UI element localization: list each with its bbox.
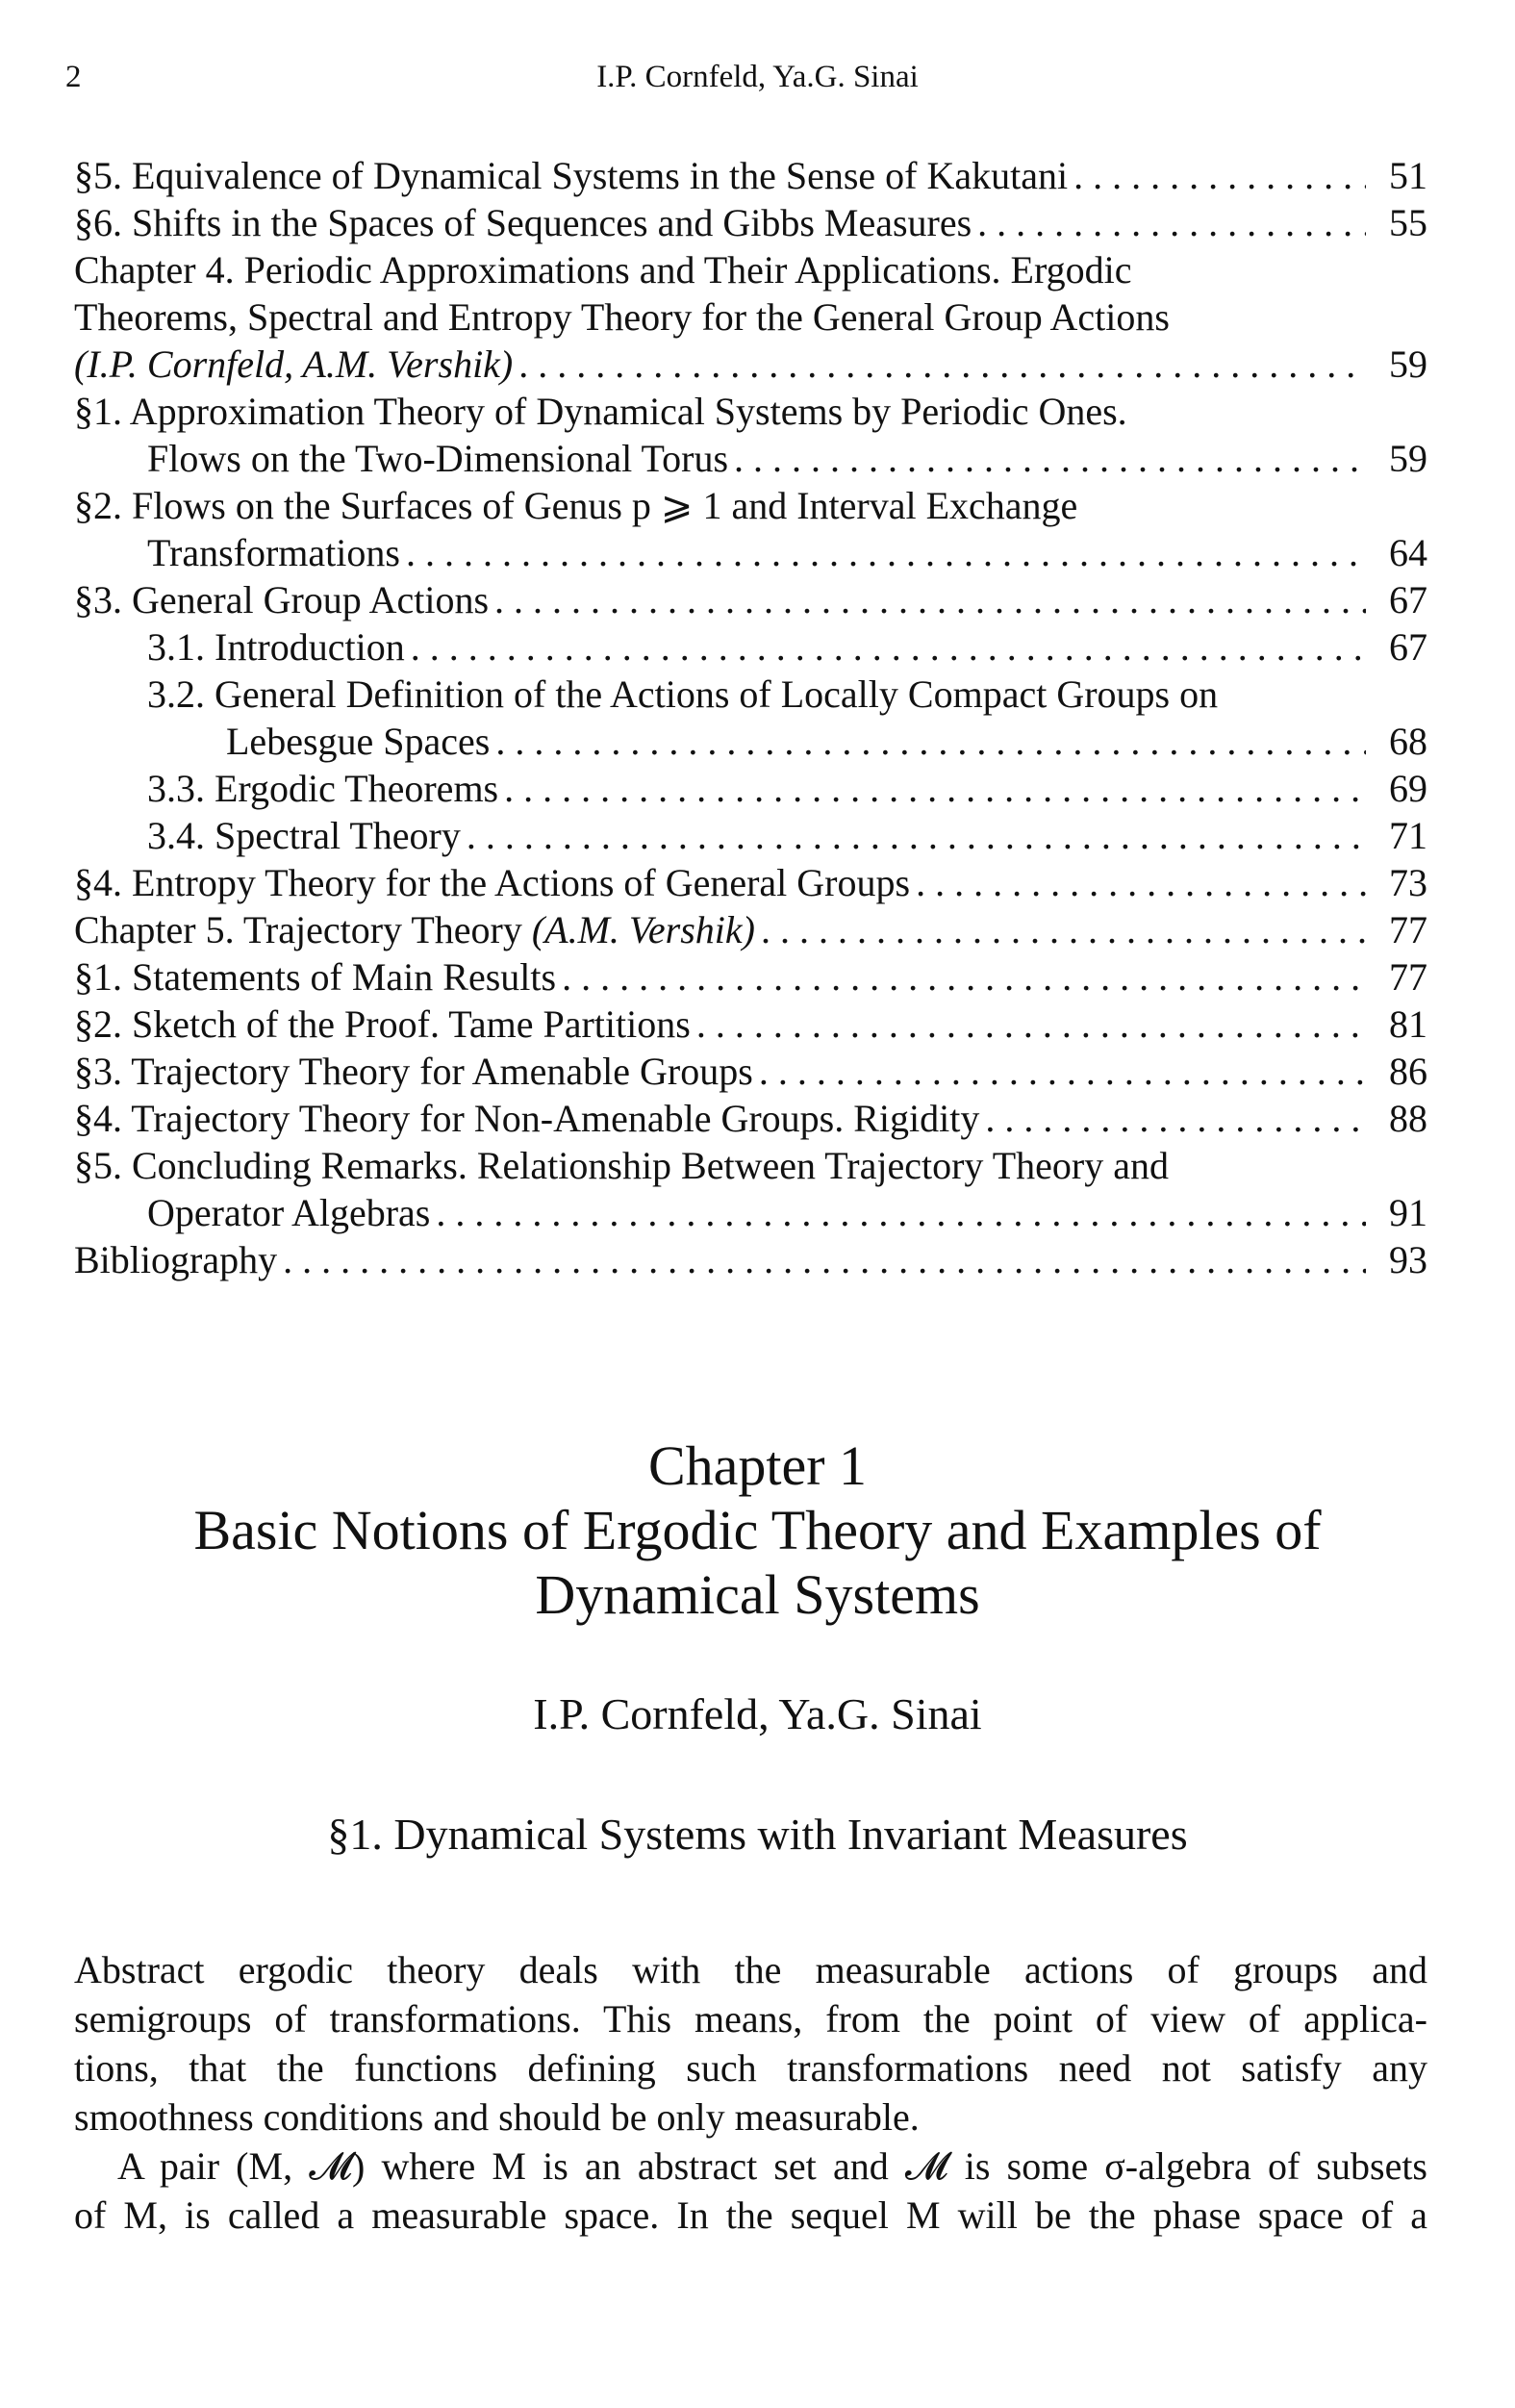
toc-page: 86 xyxy=(1389,1050,1427,1093)
chapter-heading xyxy=(0,1433,1515,1627)
toc-entry[interactable]: 3.4. Spectral Theory . . . 71 xyxy=(74,812,1427,859)
toc-page: 93 xyxy=(1389,1238,1427,1281)
toc-entry-chapter-4[interactable]: Chapter 4. Periodic Approximations and Their Applications. Ergodic xyxy=(74,248,1132,291)
toc-entry[interactable]: §6. Shifts in the Spaces of Sequences and Gibbs Measures . . . 55 xyxy=(74,199,1427,246)
toc-entry[interactable]: §4. Entropy Theory for the Actions of General Groups . . . 73 xyxy=(74,859,1427,906)
page-number: 2 xyxy=(65,60,82,94)
toc-entry-chapter-5[interactable]: Chapter 5. Trajectory Theory (A.M. Vershik) . . . 77 xyxy=(74,906,1427,953)
toc-entry[interactable]: §5. Equivalence of Dynamical Systems in the Sense of Kakutani . . . 51 xyxy=(74,152,1427,199)
toc-page: 81 xyxy=(1389,1002,1427,1046)
toc-page: 55 xyxy=(1389,201,1427,244)
toc-entry[interactable]: §5. Concluding Remarks. Relationship Between Trajectory Theory and xyxy=(74,1144,1169,1187)
toc-page: 67 xyxy=(1389,578,1427,621)
toc-entry-bibliography[interactable]: Bibliography . . . 93 xyxy=(74,1236,1427,1283)
toc-page: 69 xyxy=(1389,767,1427,810)
toc-page: 68 xyxy=(1389,720,1427,763)
toc-entry[interactable]: §1. Approximation Theory of Dynamical Systems by Periodic Ones. xyxy=(74,390,1127,433)
toc-entry[interactable]: 3.3. Ergodic Theorems . . . 69 xyxy=(74,765,1427,812)
body-text xyxy=(74,1945,1427,2240)
toc-page: 51 xyxy=(1389,154,1427,197)
toc-page: 59 xyxy=(1389,437,1427,480)
toc-entry[interactable]: §2. Sketch of the Proof. Tame Partitions . . . 81 xyxy=(74,1001,1427,1048)
toc-entry[interactable]: §2. Flows on the Surfaces of Genus p ⩾ 1 and Interval Exchange xyxy=(74,484,1078,527)
chapter-label: Chapter 1 xyxy=(647,1434,868,1497)
chapter-authors: I.P. Cornfeld, Ya.G. Sinai xyxy=(533,1689,982,1738)
toc-entry[interactable]: §3. Trajectory Theory for Amenable Groups . . . 86 xyxy=(74,1048,1427,1095)
paragraph-1: Abstract ergodic theory deals with the measurable actions of groups and semigroups of transformations. This means, from the point of view of applica- tions, that the functions defining such transformations need not satisfy any smoothness conditions and should be only measurable. xyxy=(74,1948,1427,2139)
table-of-contents: §5. Equivalence of Dynamical Systems in the Sense of Kakutani . . . 51 §6. Shifts in the Spaces of Sequences and Gibbs Measures . . . 55 Chapter 4. Periodic Approximations and Their Applications. Ergodic Theorems, Spectral and Entropy Theory for the General Group Actions (I.P. Cornfeld, A.M. Vershik) . . . 59 §1. Approximation Theory of Dynamical Systems by Periodic Ones. Flows on the Two-Dimensional Torus . . . 59 §2. Flows on the Surfaces of Genus p ⩾ 1 and Interval Exchange Transformations . . . 64 §3. General Group Actions . . . 67 3.1. Introduction . . . 67 3.2. General Definition of the Actions of Locally Compact Groups on Lebesgue Spaces . . . 68 3.3. Ergodic Theorems . . . 69 3.4. Spectral Theory . . . 71 §4. Entropy Theory for the Actions of General Groups . . . 73 Chapter 5. Trajectory Theory (A.M. Vershik) . . . 77 §1. Statements of Main Results . . . 77 §2. Sketch of the Proof. Tame Partitions . . . 81 §3. Trajectory Theory for Amenable Groups . . . 86 §4. Trajectory Theory for Non-Amenable Groups. Rigidity . . . 88 §5. Concluding Remarks. Relationship Between Trajectory Theory and Operator Algebras . . . 91 Bibliography . . . 93 xyxy=(74,152,1427,1283)
section-heading: §1. Dynamical Systems with Invariant Measures xyxy=(327,1810,1188,1859)
toc-page: 67 xyxy=(1389,625,1427,669)
toc-entry[interactable]: 3.1. Introduction . . . 67 xyxy=(74,623,1427,671)
page-header xyxy=(0,60,1515,108)
chapter-title-line-1: Basic Notions of Ergodic Theory and Examples of xyxy=(193,1499,1322,1561)
toc-page: 91 xyxy=(1389,1191,1427,1234)
toc-page: 77 xyxy=(1389,955,1427,999)
paragraph-2: A pair (M, 𝓜) where M is an abstract set and 𝓜 is some σ-algebra of subsets of M, is called a measurable space. In the sequel M will be the phase space of a xyxy=(74,2144,1427,2237)
toc-page: 71 xyxy=(1389,814,1427,857)
toc-page: 73 xyxy=(1389,861,1427,904)
toc-page: 64 xyxy=(1389,531,1427,574)
toc-entry[interactable]: §1. Statements of Main Results . . . 77 xyxy=(74,953,1427,1001)
toc-page: 77 xyxy=(1389,908,1427,951)
toc-entry[interactable]: §4. Trajectory Theory for Non-Amenable Groups. Rigidity . . . 88 xyxy=(74,1095,1427,1142)
toc-entry[interactable]: 3.2. General Definition of the Actions of Locally Compact Groups on xyxy=(147,672,1219,716)
toc-entry[interactable]: §3. General Group Actions . . . 67 xyxy=(74,576,1427,623)
toc-page: 88 xyxy=(1389,1097,1427,1140)
chapter-title-line-2: Dynamical Systems xyxy=(535,1563,980,1626)
toc-page: 59 xyxy=(1389,342,1427,386)
running-title: I.P. Cornfeld, Ya.G. Sinai xyxy=(596,60,919,94)
